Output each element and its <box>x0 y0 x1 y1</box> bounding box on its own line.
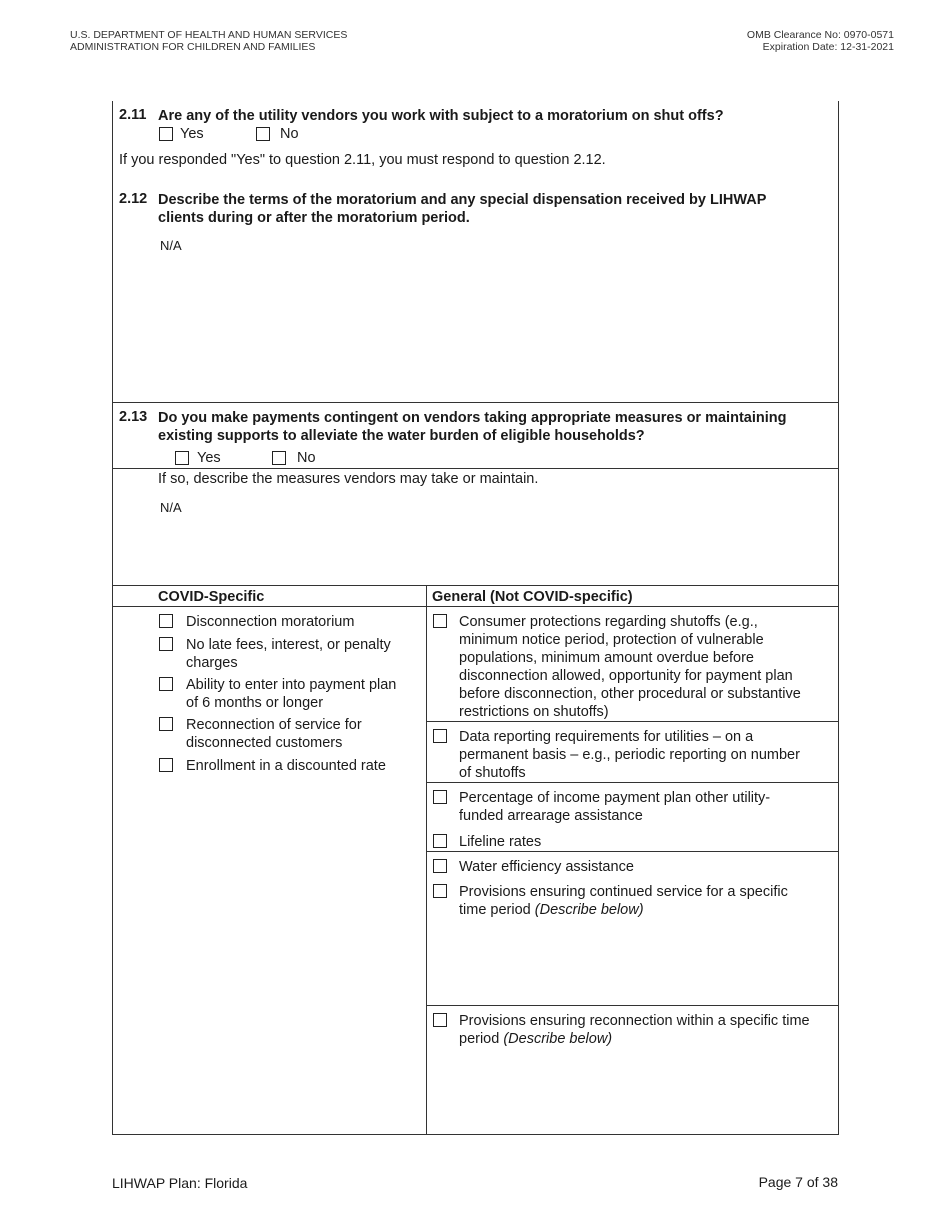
data-line2: permanent basis – e.g., periodic reporting on number <box>459 747 800 763</box>
covid-checkbox-disconnection-moratorium[interactable] <box>159 614 173 628</box>
general-divider-4 <box>426 1005 839 1006</box>
general-label-percentage-income <box>459 789 770 825</box>
q213-yes-checkbox[interactable] <box>175 451 189 465</box>
covid-checkbox-no-late-fees[interactable] <box>159 637 173 651</box>
covid-checkbox-discounted-rate[interactable] <box>159 758 173 772</box>
question-2-11-note: If you responded "Yes" to question 2.11, you must respond to question 2.12. <box>119 152 606 168</box>
continued-line2 <box>459 901 788 919</box>
frame-right-border <box>838 101 839 1135</box>
covid-label-payment-plan-line2: of 6 months or longer <box>186 695 324 711</box>
administration-name: ADMINISTRATION FOR CHILDREN AND FAMILIES <box>70 41 316 53</box>
table-top-border <box>112 585 839 586</box>
header-right <box>747 29 894 53</box>
footer-plan: LIHWAP Plan: Florida <box>112 1175 248 1191</box>
continued-describe-below: (Describe below) <box>534 902 644 918</box>
divider-2-13-describe <box>112 468 839 469</box>
question-2-13-line2: existing supports to alleviate the water burden of eligible households? <box>158 428 645 444</box>
reconnect-line2 <box>459 1030 810 1048</box>
question-2-12-line1: Describe the terms of the moratorium and any special dispensation received by LIHWAP <box>158 192 767 208</box>
general-checkbox-reconnection-time[interactable] <box>433 1013 447 1027</box>
q213-no-checkbox[interactable] <box>272 451 286 465</box>
divider-2-13 <box>112 402 839 403</box>
covid-checkbox-reconnection[interactable] <box>159 717 173 731</box>
consumer-line1: Consumer protections regarding shutoffs (e.g., <box>459 614 758 630</box>
question-2-12-number: 2.12 <box>119 191 148 207</box>
question-2-12-line2: clients during or after the moratorium period. <box>158 210 470 226</box>
table-column-divider <box>426 585 427 1135</box>
footer-page-number: Page 7 of 38 <box>758 1174 838 1190</box>
consumer-line5: before disconnection, other procedural or substantive <box>459 686 801 702</box>
general-header: General (Not COVID-specific) <box>432 589 633 605</box>
question-2-13-number: 2.13 <box>119 409 148 425</box>
reconnect-describe-below: (Describe below) <box>503 1031 613 1047</box>
general-checkbox-water-efficiency[interactable] <box>433 859 447 873</box>
covid-label-no-late-fees-line1: No late fees, interest, or penalty <box>186 637 391 653</box>
q213-yes-label: Yes <box>197 450 221 466</box>
consumer-line2: minimum notice period, protection of vulnerable <box>459 632 764 648</box>
general-label-lifeline-rates: Lifeline rates <box>459 834 542 850</box>
question-2-12-answer[interactable]: N/A <box>160 238 182 253</box>
general-divider-3 <box>426 851 839 852</box>
covid-label-disconnection-moratorium: Disconnection moratorium <box>186 614 355 630</box>
covid-label-no-late-fees-line2: charges <box>186 655 238 671</box>
data-line3: of shutoffs <box>459 765 526 781</box>
general-label-consumer-protections <box>459 613 801 721</box>
frame-left-border <box>112 101 113 1135</box>
covid-label-discounted-rate: Enrollment in a discounted rate <box>186 758 386 774</box>
q211-no-checkbox[interactable] <box>256 127 270 141</box>
percentage-line2: funded arrearage assistance <box>459 808 643 824</box>
continued-line1: Provisions ensuring continued service for a specific <box>459 884 788 900</box>
question-2-12-text <box>158 191 766 227</box>
consumer-line4: disconnection allowed, opportunity for payment plan <box>459 668 793 684</box>
covid-label-payment-plan <box>186 676 396 712</box>
general-checkbox-lifeline-rates[interactable] <box>433 834 447 848</box>
expiration-date: Expiration Date: 12-31-2021 <box>762 41 894 53</box>
q211-yes-checkbox[interactable] <box>159 127 173 141</box>
covid-label-no-late-fees <box>186 636 391 672</box>
general-label-continued-service <box>459 883 788 919</box>
percentage-line1: Percentage of income payment plan other utility- <box>459 790 771 806</box>
question-2-13-text <box>158 409 786 445</box>
reconnect-line2-text: period <box>459 1031 500 1047</box>
header-left <box>70 29 347 53</box>
covid-label-payment-plan-line1: Ability to enter into payment plan <box>186 677 397 693</box>
general-divider-2 <box>426 782 839 783</box>
general-checkbox-continued-service[interactable] <box>433 884 447 898</box>
table-bottom-border <box>112 1134 839 1135</box>
consumer-line6: restrictions on shutoffs) <box>459 704 609 720</box>
general-label-data-reporting <box>459 728 800 782</box>
q213-no-label: No <box>297 450 316 466</box>
question-2-13-answer[interactable]: N/A <box>160 500 182 515</box>
omb-clearance: OMB Clearance No: 0970-0571 <box>746 29 894 41</box>
question-2-13-describe: If so, describe the measures vendors may take or maintain. <box>158 471 539 487</box>
q211-yes-label: Yes <box>180 126 204 142</box>
question-2-13-line1: Do you make payments contingent on vendors taking appropriate measures or maintaining <box>158 410 787 426</box>
general-checkbox-consumer-protections[interactable] <box>433 614 447 628</box>
continued-line2-text: time period <box>459 902 531 918</box>
covid-checkbox-payment-plan[interactable] <box>159 677 173 691</box>
data-line1: Data reporting requirements for utilities – on a <box>459 729 754 745</box>
department-name: U.S. DEPARTMENT OF HEALTH AND HUMAN SERVICES <box>70 29 348 41</box>
covid-label-reconnection-line2: disconnected customers <box>186 735 343 751</box>
general-divider-1 <box>426 721 839 722</box>
general-label-reconnection-time <box>459 1012 810 1048</box>
covid-specific-header: COVID-Specific <box>158 589 265 605</box>
general-checkbox-data-reporting[interactable] <box>433 729 447 743</box>
question-2-11-text: Are any of the utility vendors you work with subject to a moratorium on shut offs? <box>158 108 724 124</box>
reconnect-line1: Provisions ensuring reconnection within a specific time <box>459 1013 810 1029</box>
table-header-bottom <box>112 606 839 607</box>
consumer-line3: populations, minimum amount overdue before <box>459 650 754 666</box>
general-checkbox-percentage-income[interactable] <box>433 790 447 804</box>
general-label-water-efficiency: Water efficiency assistance <box>459 859 634 875</box>
question-2-11-number: 2.11 <box>119 107 147 123</box>
covid-label-reconnection-line1: Reconnection of service for <box>186 717 362 733</box>
covid-label-reconnection <box>186 716 362 752</box>
q211-no-label: No <box>280 126 299 142</box>
